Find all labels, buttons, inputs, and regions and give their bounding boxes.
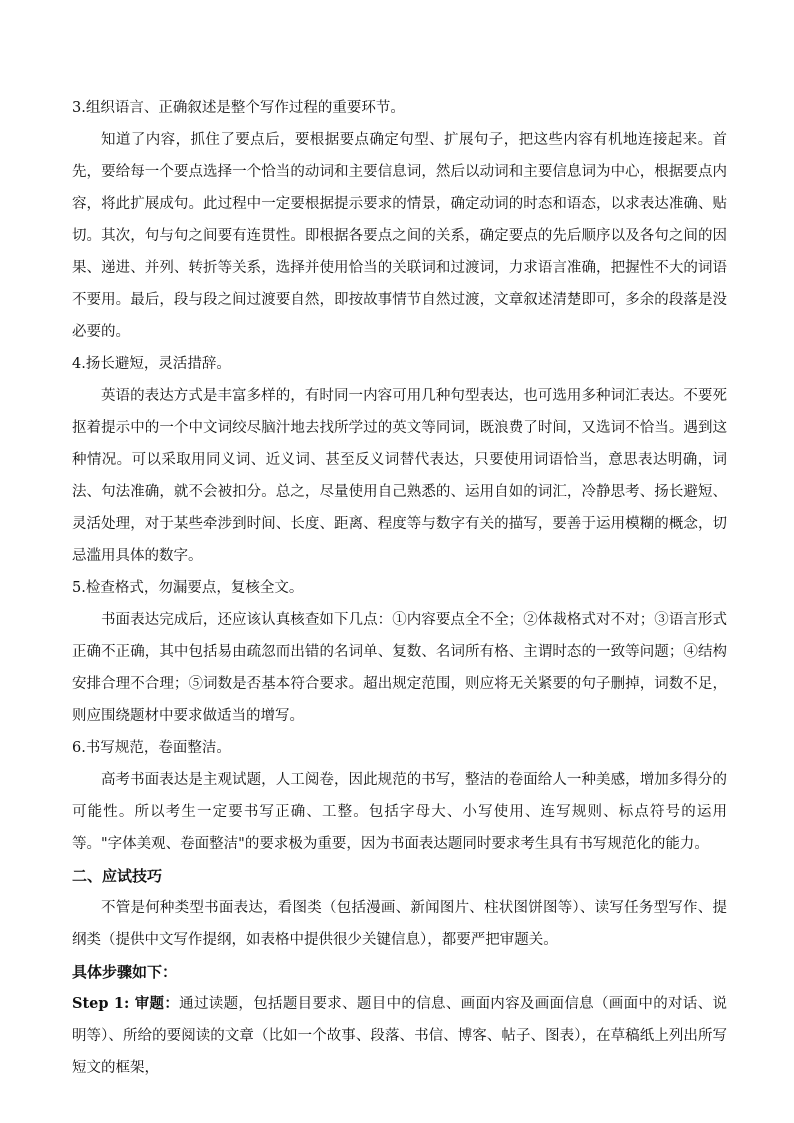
item-6-heading: 6.书写规范，卷面整洁。	[72, 740, 231, 756]
document-page	[72, 92, 727, 1084]
item-4-body: 英语的表达方式是丰富多样的，有时同一内容可用几种句型表达，也可选用多种词汇表达。不要死抠着提示中的一个中文词绞尽脑汁地去找所学过的英文等同词，既浪费了时间，又选词不恰当。遇到这种情况。可以采取用同义词、近义词、甚至反义词替代表达，只要使用词语恰当，意思表达明确，词法、句法准确，就不会被扣分。总之，尽量使用自己熟悉的、运用自如的词汇，冷静思考、扬长避短、灵活处理，对于某些牵涉到时间、长度、距离、程度等与数字有关的描写，要善于运用模糊的概念，切忌滥用具体的数字。	[72, 388, 727, 564]
item-3-heading: 3.组织语言、正确叙述是整个写作过程的重要环节。	[72, 100, 405, 116]
item-3-body: 知道了内容，抓住了要点后，要根据要点确定句型、扩展句子，把这些内容有机地连接起来。首先，要给每一个要点选择一个恰当的动词和主要信息词，然后以动词和主要信息词为中心，根据要点内容，将此扩展成句。此过程中一定要根据提示要求的情景，确定动词的时态和语态，以求表达准确、贴切。其次，句与句之间要有连贯性。即根据各要点之间的关系，确定要点的先后顺序以及各句之间的因果、递进、并列、转折等关系，选择并使用恰当的关联词和过渡词，力求语言准确，把握性不大的词语不要用。最后，段与段之间过渡要自然，即按故事情节自然过渡，文章叙述清楚即可，多余的段落是没必要的。	[72, 132, 727, 340]
item-4-heading: 4.扬长避短，灵活措辞。	[72, 356, 231, 372]
step-1-paragraph	[72, 988, 727, 1084]
step-1-label: Step 1: 审题：	[72, 995, 180, 1012]
item-6-body: 高考书面表达是主观试题，人工阅卷，因此规范的书写，整洁的卷面给人一种美感，增加多得分的可能性。所以考生一定要书写正确、工整。包括字母大、小写使用、连写规则、标点符号的运用等。"字体美观、卷面整洁"的要求极为重要，因为书面表达题同时要求考生具有书写规范化的能力。	[72, 772, 727, 852]
steps-heading: 具体步骤如下：	[72, 963, 178, 981]
section-2-title: 二、应试技巧	[72, 867, 163, 885]
step-1-body: 通过读题，包括题目要求、题目中的信息、画面内容及画面信息（画面中的对话、说明等）、所给的要阅读的文章（比如一个故事、段落、书信、博客、帖子、图表），在草稿纸上列出所写短文的框架，	[72, 996, 727, 1076]
item-5-body: 书面表达完成后，还应该认真核查如下几点：①内容要点全不全；②体裁格式对不对；③语言形式正确不正确，其中包括易由疏忽而出错的名词单、复数、名词所有格、主谓时态的一致等问题；④结构安排合理不合理；⑤词数是否基本符合要求。超出规定范围，则应将无关紧要的句子删掉，词数不足，则应围绕题材中要求做适当的增写。	[72, 612, 727, 724]
item-5-heading: 5.检查格式，勿漏要点，复核全文。	[72, 580, 304, 596]
section-2-body: 不管是何种类型书面表达，看图类（包括漫画、新闻图片、柱状图饼图等）、读写任务型写作、提纲类（提供中文写作提纲，如表格中提供很少关键信息），都要严把审题关。	[72, 900, 727, 948]
